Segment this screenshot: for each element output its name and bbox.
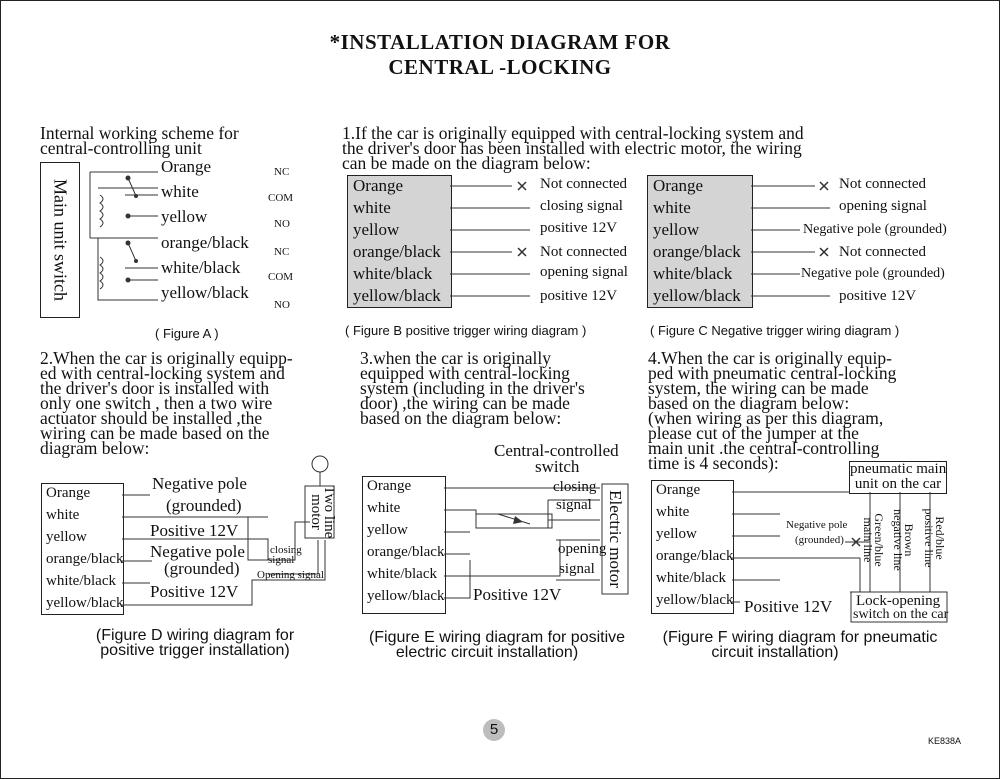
figA-contact-3: NC — [274, 246, 290, 258]
figF-wire-4: white/black — [656, 570, 726, 586]
figC-wire-0: Orange — [653, 176, 704, 195]
sec4-heading-1: 4.When the car is originally equip- — [648, 348, 892, 368]
sec2-heading-2: ed with central-locking system and — [40, 363, 285, 383]
figF-lock-line2: switch on the car — [853, 607, 949, 622]
figD-wire-2: yellow — [46, 529, 87, 545]
figC-signal-4: Negative pole (grounded) — [801, 266, 945, 281]
figE-wire-3: orange/black — [367, 544, 445, 560]
sec3-heading-1: 3.when the car is originally — [360, 348, 551, 368]
sec4-heading-5: (when wiring as per this diagram, — [648, 408, 884, 428]
figA-contact-4: COM — [268, 271, 294, 283]
figF-lock-line1: Lock-opening — [856, 593, 941, 609]
figE-wire-0: Orange — [367, 478, 412, 494]
figF-brown-line1: Brown — [902, 523, 916, 557]
figF-neg-line2: (grounded) — [795, 534, 844, 546]
figC-wire-2: yellow — [653, 220, 700, 239]
figF-caption-1: (Figure F wiring diagram for pneumatic — [662, 629, 938, 646]
figC-caption: ( Figure C Negative trigger wiring diagram ) — [650, 323, 900, 338]
sec2-heading-7: diagram below: — [40, 438, 150, 458]
figA-wire-0: Orange — [161, 157, 212, 176]
figF-wire-1: white — [656, 504, 690, 520]
sec2-heading-5: actuator should be installed ,the — [40, 408, 263, 428]
figF-pneumatic-line1: pneumatic main — [850, 461, 947, 477]
figA-contact-0: NC — [274, 166, 290, 178]
figC-signal-1: opening signal — [839, 198, 927, 214]
figF-red-line1: Red/blue — [933, 516, 947, 560]
figE-pos: Positive 12V — [473, 585, 562, 604]
figA-caption: ( Figure A ) — [155, 326, 219, 341]
figB-signal-3: Not connected — [540, 244, 628, 260]
sec4-heading-2: ped with pneumatic central-locking — [648, 363, 897, 383]
figA-wire-4: white/black — [161, 258, 241, 277]
title-line-2: CENTRAL -LOCKING — [388, 55, 612, 79]
figF-caption-2: circuit installation) — [711, 644, 839, 661]
figA-contact-1: COM — [268, 192, 294, 204]
figD-neg1-line2: (grounded) — [166, 496, 242, 515]
figE-closing-line1: closing — [553, 479, 597, 495]
figA-wire-3: orange/black — [161, 233, 249, 252]
figB-signal-2: positive 12V — [540, 220, 618, 236]
figB-wire-4: white/black — [353, 264, 433, 283]
page-number: 5 — [483, 719, 505, 741]
figD-opening: Opening signal — [257, 569, 324, 581]
sec1-heading-2: the driver's door has been installed with electric motor, the wiring — [342, 138, 802, 158]
main-unit-label: Main unit switch — [50, 179, 71, 301]
figD-neg2-line1: Negative pole — [150, 542, 245, 561]
figF-wire-5: yellow/black — [656, 592, 734, 608]
sec4-heading-8: time is 4 seconds): — [648, 453, 779, 473]
figC-signal-5: positive 12V — [839, 288, 917, 304]
figD-caption-1: (Figure D wiring diagram for — [95, 627, 295, 644]
figE-wire-2: yellow — [367, 522, 408, 538]
figE-caption-2: electric circuit installation) — [395, 644, 579, 661]
figB-caption: ( Figure B positive trigger wiring diagram ) — [345, 323, 587, 338]
sec4-heading-3: system, the wiring can be made — [648, 378, 869, 398]
figA-wire-5: yellow/black — [161, 283, 249, 302]
sec2-heading-4: only one switch , then a two wire — [40, 393, 273, 413]
sec1-heading-1: 1.If the car is originally equipped with central-locking system and — [342, 123, 804, 143]
figE-wire-1: white — [367, 500, 401, 516]
figF-wire-0: Orange — [656, 482, 701, 498]
figF-wire-2: yellow — [656, 526, 697, 542]
figE-caption-1: (Figure E wiring diagram for positive — [368, 629, 626, 646]
figC-wire-1: white — [653, 198, 691, 217]
sec4-heading-7: main unit .the central-controlling — [648, 438, 880, 458]
figE-switch-line1: Central-controlled — [494, 441, 619, 460]
figC-wire-5: yellow/black — [653, 286, 741, 305]
figC-signal-3: Not connected — [839, 244, 927, 260]
figC-signal-0: Not connected — [839, 176, 927, 192]
figE-switch-line2: switch — [535, 457, 580, 476]
figD-wire-1: white — [46, 507, 80, 523]
sec2-heading-1: 2.When the car is originally equipp- — [40, 348, 293, 368]
sec4-heading-4: based on the diagram below: — [648, 393, 850, 413]
figF-brown-line2: negative line — [891, 509, 905, 571]
figA-heading-1: Internal working scheme for — [40, 123, 239, 143]
figB-wire-5: yellow/black — [353, 286, 441, 305]
sec3-heading-4: door) ,the wiring can be made — [360, 393, 570, 413]
figA-wire-1: white — [161, 182, 199, 201]
figF-pos: Positive 12V — [744, 597, 833, 616]
figF-red-line2: positive line — [922, 508, 936, 568]
figD-wire-3: orange/black — [46, 551, 124, 567]
figE-motor: Electric motor — [606, 490, 625, 588]
figF-brown — [892, 509, 914, 571]
document-code: KE838A — [928, 736, 962, 746]
figD-wire-0: Orange — [46, 485, 91, 501]
figC-wire-3: orange/black — [653, 242, 741, 261]
figE-wire-5: yellow/black — [367, 588, 445, 604]
figB-signal-0: Not connected — [540, 176, 628, 192]
sec1-heading-3: can be made on the diagram below: — [342, 153, 591, 173]
figF-green-line2: main line — [861, 517, 875, 563]
figA-contact-2: NO — [274, 218, 290, 230]
figC-signal-2: Negative pole (grounded) — [803, 222, 947, 237]
sec2-heading-6: wiring can be made based on the — [40, 423, 270, 443]
figE-closing-line2: signal — [556, 497, 592, 513]
figA-contact-5: NO — [274, 299, 290, 311]
figD-pos1: Positive 12V — [150, 521, 239, 540]
figE-opening-line2: signal — [559, 561, 595, 577]
figD-closing-line2: signal — [268, 554, 295, 566]
sec3-heading-2: equipped with central-locking — [360, 363, 570, 383]
figD-neg1-line1: Negative pole — [152, 474, 247, 493]
figA-heading-2: central-controlling unit — [40, 138, 202, 158]
title-line-1: *INSTALLATION DIAGRAM FOR — [329, 30, 671, 54]
sec4-heading-6: please cut of the jumper at the — [648, 423, 859, 443]
figD-motor-line1: Two line — [321, 485, 337, 539]
figF-wire-3: orange/black — [656, 548, 734, 564]
figE-opening-line1: opening — [558, 541, 607, 557]
figD-closing-line1: closing — [270, 544, 302, 556]
figD-neg2-line2: (grounded) — [164, 559, 240, 578]
figA-wire-2: yellow — [161, 207, 208, 226]
figD-wire-4: white/black — [46, 573, 116, 589]
figD-wire-5: yellow/black — [46, 595, 124, 611]
figB-signal-1: closing signal — [540, 198, 623, 214]
figB-wire-0: Orange — [353, 176, 404, 195]
figC-wire-4: white/black — [653, 264, 733, 283]
figF-green-line1: Green/blue — [872, 513, 886, 567]
figF-pneumatic-line2: unit on the car — [854, 476, 942, 492]
figD-caption-2: positive trigger installation) — [100, 642, 290, 659]
figB-signal-5: positive 12V — [540, 288, 618, 304]
figE-wire-4: white/black — [367, 566, 437, 582]
figD-motor-line2: motor — [308, 494, 324, 530]
sec3-heading-5: based on the diagram below: — [360, 408, 562, 428]
figB-wire-2: yellow — [353, 220, 400, 239]
figB-wire-1: white — [353, 198, 391, 217]
figB-wire-3: orange/black — [353, 242, 441, 261]
figF-red — [923, 509, 945, 568]
figF-neg-line1: Negative pole — [786, 519, 848, 531]
sec2-heading-3: the driver's door is installed with — [40, 378, 270, 398]
sec3-heading-3: system (including in the driver's — [360, 378, 585, 398]
figB-signal-4: opening signal — [540, 264, 628, 280]
figF-green — [862, 513, 884, 566]
figD-pos2: Positive 12V — [150, 582, 239, 601]
